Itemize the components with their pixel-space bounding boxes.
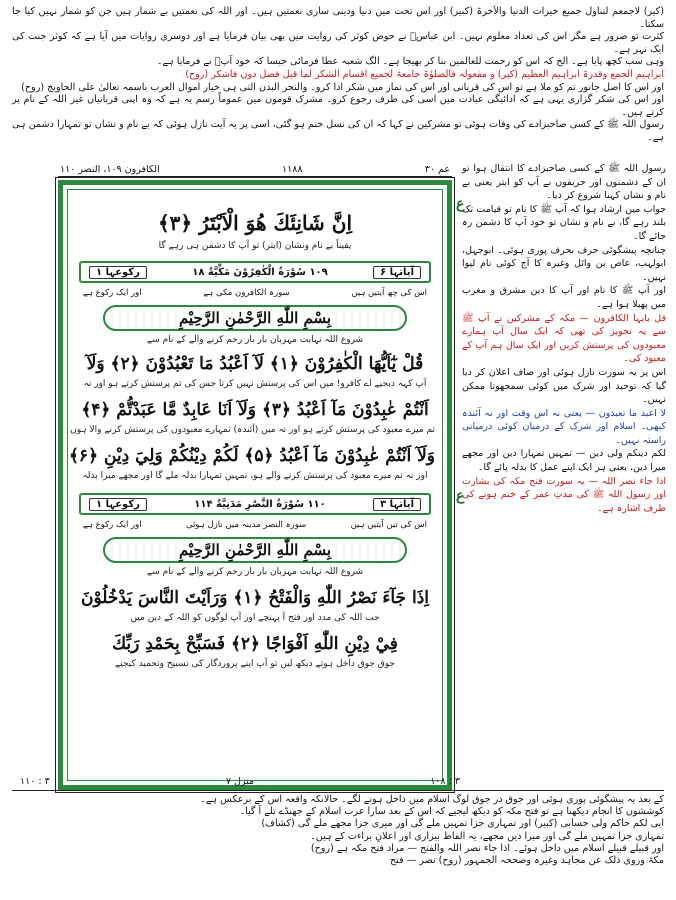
commentary-line: تمہاری جزا تمہیں ملے گی اور میرا دین مجھے، یہ الفاظ بیزاری اور اعلانِ براءت کے ہیں۔	[310, 830, 664, 842]
surah-meta-ruku: اور ایک رکوع ہے	[83, 288, 142, 298]
bismillah-banner: بِسْمِ اللّٰهِ الرَّحْمٰنِ الرَّحِيْمِ	[103, 305, 407, 331]
surah-ruku-count: رکوعہا ۱	[89, 498, 147, 511]
surah-meta-ayat: اس کی تین آیتیں ہیں	[350, 520, 427, 530]
surah-title: ۱۱۰ سُوْرَةُ النَّصْرِ مَدَنِيَّةٌ ۱۱۴	[194, 498, 326, 510]
verse-kafirun-3: اَنْتُمْ عٰبِدُوْنَ مَآ اَعْبُدُ ﴿۳﴾ وَلَآ اَنَا عَابِدٌ مَّا عَبَدْتُّمْ ﴿۴﴾	[81, 400, 429, 420]
side-note-line: اس پر یہ سورت نازل ہوئی اور صاف اعلان کر دیا گیا کہ توحید اور شرک میں کوئی سمجھوتا ممکن نہیں۔	[462, 366, 666, 406]
side-note-line: قل یایہا الکافرون — مکہ کے مشرکین نے آپ ﷺ سے یہ تجویز کی تھی کہ ایک سال آپ ہمارے معبودوں کی پرستش کریں اور ایک سال ہم آپ کے معبود کی۔	[462, 312, 666, 365]
page-header	[60, 162, 450, 176]
quran-text-frame	[58, 180, 452, 790]
commentary-line: اور اس کی شکر گزاری یہی ہے کہ ادائیگی عبادت میں اسی کی طرف رجوع کرو۔ مشرک قوموں میں عموماً رسم یہ ہے کہ وہ اپنی قربانیاں غیر اللہ کے نام پر کرتے ہیں۔	[12, 94, 664, 118]
commentary-line: کثرت تو ضرور ہے مگر اس کی تعداد معلوم نہیں۔ ابن عباسؓ نے حوض کوثر کی روایت میں بھی بیان فرمایا ہے اور دوسری روایات میں آیا ہے کہ کوثر جنت کی ایک نہر ہے۔	[12, 31, 664, 55]
bottom-commentary	[12, 794, 664, 896]
verse-translation: اور نہ تم میرے معبود کی پرستش کرنے والے ہو، تمہیں تمہارا بدلہ ملے گا اور مجھے میرا بدلہ	[82, 471, 428, 481]
footer-ref-left: ۳ : ۱۱۰	[20, 776, 50, 787]
commentary-line: (کیر) لاجمعم لتناول جمیع خیرات الدنیا والآخرۃ (کبیر) اور اس تحت میں دنیا ودینی ساری نعمتیں ہیں۔ اور اللہ کی نعمتیں بے شمار ہیں جن کو شمار نہیں کیا جا سکتا۔	[12, 6, 664, 30]
verse-kawthar-3: اِنَّ شَانِئَكَ هُوَ الْاَبْتَرُ ﴿۳﴾	[157, 211, 353, 235]
surah-title: ۱۰۹ سُوْرَةُ الْكٰفِرُوْنَ مَكِّيَّةٌ ۱۸	[192, 266, 328, 278]
page-footer	[20, 776, 460, 788]
surah-ruku-count: رکوعہا ۱	[89, 266, 147, 279]
verse-translation: آپ کہہ دیجیے اے کافرو! میں اس کی پرستش نہیں کرتا جس کی تم پرستش کرتے ہو اور نہ	[83, 379, 427, 389]
commentary-line: ابراہیم الجمع وقدرۃ ابراہیم العظیم (کیر) و مفعولہ فالصلوٰۃ جامعۃ لجمیع اقسام الشکر لما قیل فصل دون فاشکر (روح)	[185, 68, 664, 80]
page-number: ۱۱۸۸	[282, 163, 303, 175]
commentary-line: اور اس کا اصل جانور تم کو ملا ہے تو اس کی قربانی اور اس کی نماز میں شکر ادا کرو۔ والنحر البدن التی ہی خیار اموال العرب باسمہ تعالیٰ علی الحاویج (روح)	[21, 81, 664, 93]
bismillah-translation: شروع اللہ نہایت مہربان بار بار رحم کرنے والے کے نام سے	[146, 335, 364, 345]
surah-ayat-count: آیاتہا ۶	[373, 266, 421, 279]
surah-header-kafirun	[79, 261, 431, 283]
side-note-line: چنانچہ پیشگوئی حرف بحرف پوری ہوئی۔ ابوجہل، ابولہب، عاص بن وائل وغیرہ کا آج کوئی نام لیوا نہیں۔	[462, 244, 666, 283]
commentary-line: ابی لکم حاکم ولی حسابی (کبیر) اور تمہاری جزا تمہیں ملے گی اور میری جزا مجھے ملے گی (کشاف)	[261, 818, 664, 830]
side-note-line: لکم دینکم ولی دین — تمہیں تمہارا دین اور مجھے میرا دین، یعنی ہر ایک اپنے عمل کا بدلہ پائے گا۔	[462, 448, 666, 474]
top-commentary	[12, 6, 664, 158]
footer-divider	[12, 790, 664, 791]
side-note-line: اذا جاء نصر اللہ — یہ سورت فتح مکہ کی بشارت اور رسول اللہ ﷺ کی مدتِ عمر کے ختم ہونے کی طرف اشارہ ہے۔	[462, 475, 666, 514]
ruku-ayn-mark: ع	[456, 196, 465, 212]
bismillah-translation: شروع اللہ نہایت مہربان بار بار رحم کرنے والے کے نام سے	[146, 567, 364, 577]
verse-translation: یقیناً بے نام ونشان (ابتر) تو آپ کا دشمن ہی رہے گا	[158, 241, 352, 251]
commentary-line: کے بعد یہ پیشگوئی پوری ہوئی اور جوق در جوق لوگ اسلام میں داخل ہونے لگے۔ حالانکہ واقعہ اس کے برعکس ہے۔	[200, 794, 664, 805]
verse-kafirun-5: وَلَآ اَنْتُمْ عٰبِدُوْنَ مَآ اَعْبُدُ ﴿۵﴾ لَكُمْ دِيْنُكُمْ وَلِيَ دِيْنِ ﴿۶﴾	[68, 446, 435, 466]
footer-ref-right: ۳ : ۱۰۸	[430, 776, 460, 787]
verse-kafirun-1: قُلْ يٰٓاَيُّهَا الْكٰفِرُوْنَ ﴿۱﴾ لَآ اَعْبُدُ مَا تَعْبُدُوْنَ ﴿۲﴾ وَلَآ	[86, 354, 424, 374]
side-note-line: لا اعبد ما تعبدون — یعنی نہ اس وقت اور نہ آئندہ کبھی۔ اسلام اور شرک کے درمیان کوئی درمیانی راستہ نہیں۔	[462, 407, 666, 446]
side-commentary	[462, 162, 666, 790]
side-note-line: جواب میں ارشاد ہوا کہ آپ ﷺ کا نام تو قیامت تک بلند رہے گا، بے نام و نشان تو خود آپ کا دشمن رہ جائے گا۔	[462, 203, 666, 242]
surah-meta-place: سورہ الکافرون مکی ہے	[203, 288, 290, 298]
surah-range-label: الکافرون ۱۰۹، النصر ۱۱۰	[60, 163, 160, 175]
side-note-line: اور آپ ﷺ کا نام اور آپ کا دین مشرق و مغرب میں پھیلا ہوا ہے۔	[462, 285, 666, 310]
verse-nasr-1: اِذَا جَآءَ نَصْرُ اللّٰهِ وَالْفَتْحُ ﴿۱﴾ وَرَاَيْتَ النَّاسَ يَدْخُلُوْنَ	[80, 588, 430, 608]
ruku-ayn-mark: ع	[456, 488, 465, 504]
commentary-line: مکۃ وروی ذلک عن مجاہد وغیرہ وصححہ الجمہور (روح) نصر — فتح	[389, 855, 664, 867]
verse-translation: جب اللہ کی مدد اور فتح آ پہنچے اور آپ لوگوں کو اللہ کے دین میں	[130, 613, 380, 623]
side-note-line: رسول اللہ ﷺ کے کسی صاحبزادے کا انتقال ہوا تو ان کے دشمنوں اور حریفوں نے آپ کو ابتر یعنی بے نام و نشان کہنا شروع کر دیا۔	[462, 163, 666, 202]
surah-meta-row	[83, 519, 427, 531]
surah-meta-row	[83, 287, 427, 299]
surah-meta-ayat: اس کی چھ آیتیں ہیں	[351, 288, 427, 298]
verse-translation: جوق جوق داخل ہوتے دیکھ لیں تو آپ اپنے پروردگار کی تسبیح وتحمید کیجیے	[115, 659, 395, 669]
juz-label: عم ۳۰	[424, 163, 450, 175]
verse-nasr-2: فِيْ دِيْنِ اللّٰهِ اَفْوَاجًا ﴿۲﴾ فَسَبِّحْ بِحَمْدِ رَبِّكَ	[112, 634, 398, 654]
surah-meta-ruku: اور ایک رکوع ہے	[83, 520, 142, 530]
header-divider	[58, 176, 452, 177]
surah-meta-place: سورہ النصر مدینہ میں نازل ہوئی	[185, 520, 307, 530]
surah-header-nasr	[79, 493, 431, 515]
bismillah-banner: بِسْمِ اللّٰهِ الرَّحْمٰنِ الرَّحِيْمِ	[103, 537, 407, 563]
commentary-line: رسول اللہ ﷺ کے کسی صاحبزادے کی وفات ہوئی تو مشرکین نے کہا کہ ان کی نسل ختم ہو گئی، اسی پر یہ آیت نازل ہوئی کہ بے نام و نشان تو تمہارا دشمن ہی ہے۔	[12, 119, 664, 143]
verse-translation: تم میرے معبود کی پرستش کرتے ہو اور نہ میں (آئندہ) تمہارے معبودوں کی پرستش کرنے والا ہوں	[70, 425, 435, 435]
commentary-line: وہی سب کچھ پایا ہے۔ الخ کہ اس کو رحمت للعالمین بنا کر بھیجا ہے۔ الگ شعبہ عطا فرمائی جیسا کہ خود آپؐ نے فرمایا ہے۔	[156, 56, 664, 68]
commentary-line: کوششوں کا انجام دیکھنا ہے تو فتح مکہ کو دیکھ لیجیے کہ اس کے بعد سارا عرب اسلام کے جھنڈے تلے آ گیا۔	[239, 806, 664, 818]
commentary-line: اور قبیلے قبیلے اسلام میں داخل ہوئے۔ اذا جاء نصر اللہ والفتح — مراد فتح مکہ ہے (روح)	[310, 842, 664, 854]
surah-ayat-count: آیاتہا ۳	[373, 498, 421, 511]
manzil-label: منزل ۷	[225, 776, 255, 787]
